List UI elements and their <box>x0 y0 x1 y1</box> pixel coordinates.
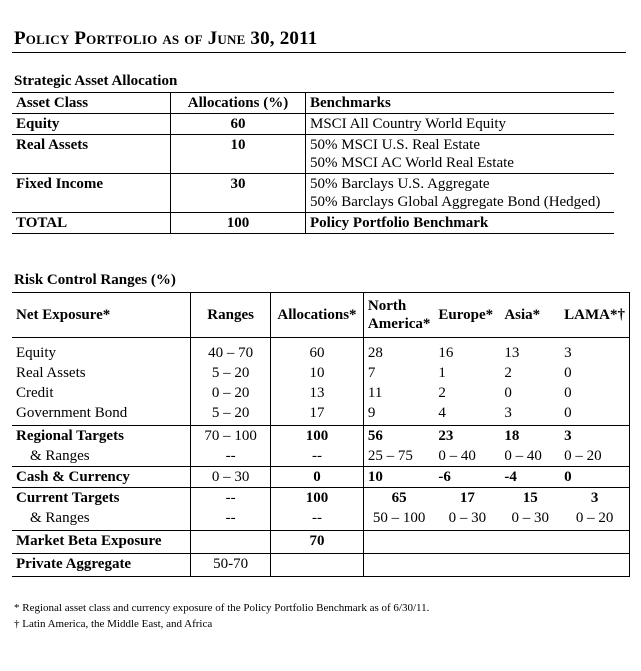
row-label: & Ranges <box>12 508 191 531</box>
benchmark-line: 50% MSCI U.S. Real Estate <box>310 137 480 153</box>
table-row <box>12 114 614 135</box>
page-title: Policy Portfolio as of June 30, 2011 <box>14 28 318 49</box>
header-line: North <box>367 298 407 314</box>
lama-cell: 3 <box>560 426 629 447</box>
col-header-net-exposure: Net Exposure* <box>12 293 191 338</box>
col-header-allocations: Allocations* <box>270 293 363 338</box>
row-label: & Ranges <box>12 446 191 467</box>
north-america-cell: 25 – 75 <box>367 448 413 464</box>
asia-cell: 18 <box>500 426 560 447</box>
allocation-cell: 100 <box>270 488 363 509</box>
table-row <box>12 508 630 531</box>
ranges-cell: -- <box>191 508 271 531</box>
benchmark-cell: MSCI All Country World Equity <box>306 114 615 135</box>
allocation-cell: 100 <box>270 426 363 447</box>
europe-cell: 4 <box>438 405 446 421</box>
allocation-cell <box>270 554 363 577</box>
table-row <box>12 403 630 426</box>
ranges-cell: 0 – 20 <box>191 383 271 403</box>
col-header-allocations: Allocations (%) <box>171 93 306 114</box>
col-header-ranges: Ranges <box>191 293 271 338</box>
benchmark-line: 50% Barclays Global Aggregate Bond (Hedged) <box>310 194 601 210</box>
lama-cell: 0 – 20 <box>560 446 629 467</box>
north-america-cell: 10 <box>363 467 434 488</box>
allocation-cell: 10 <box>171 135 306 174</box>
north-america-cell <box>363 531 434 554</box>
europe-cell: 17 <box>459 490 475 506</box>
allocation-cell: 60 <box>270 338 363 364</box>
asia-cell: 0 – 40 <box>504 448 542 464</box>
lama-cell <box>560 554 629 577</box>
lama-cell: 0 <box>560 383 629 403</box>
allocation-cell: 100 <box>171 213 306 234</box>
asset-class-cell: Fixed Income <box>12 174 171 213</box>
table-row-total <box>12 213 614 234</box>
col-header-north-america <box>363 293 434 338</box>
europe-cell: 0 – 30 <box>448 510 487 526</box>
title-divider <box>12 52 626 53</box>
europe-cell: 23 <box>434 426 500 447</box>
ranges-cell: -- <box>191 488 271 509</box>
row-label: Equity <box>12 338 191 364</box>
table-row <box>12 383 630 403</box>
allocation-cell: 60 <box>171 114 306 135</box>
europe-cell <box>434 531 500 554</box>
asia-cell: 0 – 30 <box>511 510 549 526</box>
row-label: Private Aggregate <box>12 554 191 577</box>
benchmark-line: 50% MSCI AC World Real Estate <box>310 155 514 171</box>
lama-cell: 0 <box>560 403 629 426</box>
allocation-cell: -- <box>270 508 363 531</box>
row-label: Government Bond <box>12 403 191 426</box>
europe-cell: 2 <box>438 385 446 401</box>
strategic-allocation-table <box>12 92 614 234</box>
allocation-cell: 10 <box>270 363 363 383</box>
table-header-row <box>12 93 614 114</box>
asia-cell: 3 <box>504 405 512 421</box>
table-header-row <box>12 293 630 338</box>
col-header-europe: Europe* <box>434 293 500 338</box>
footnote-asterisk: * Regional asset class and currency exposure of the Policy Portfolio Benchmark as of 6/30/11. <box>14 602 430 614</box>
north-america-cell: 28 <box>367 345 383 361</box>
risk-control-table <box>12 292 630 577</box>
north-america-cell: 50 – 100 <box>372 510 426 526</box>
lama-cell <box>560 531 629 554</box>
row-label: Current Targets <box>12 488 191 509</box>
north-america-cell: 56 <box>363 426 434 447</box>
asia-cell: 2 <box>504 365 512 381</box>
ranges-cell: 5 – 20 <box>191 363 271 383</box>
footnote-dagger: † Latin America, the Middle East, and Africa <box>14 618 213 630</box>
row-label: Market Beta Exposure <box>12 531 191 554</box>
table-row <box>12 467 630 488</box>
table-row <box>12 135 614 174</box>
north-america-cell: 9 <box>367 405 376 421</box>
row-label: Real Assets <box>12 363 191 383</box>
north-america-cell: 65 <box>391 490 407 506</box>
row-label: Credit <box>12 383 191 403</box>
ranges-cell: 70 – 100 <box>191 426 271 447</box>
north-america-cell <box>363 554 434 577</box>
benchmark-cell <box>306 135 615 174</box>
allocation-cell: 13 <box>270 383 363 403</box>
asia-cell <box>500 554 560 577</box>
table-row <box>12 363 630 383</box>
europe-cell: -6 <box>434 467 500 488</box>
allocation-cell: 70 <box>270 531 363 554</box>
europe-cell: 1 <box>438 365 446 381</box>
north-america-cell: 11 <box>367 385 383 401</box>
asset-class-cell: Equity <box>12 114 171 135</box>
asset-class-cell: TOTAL <box>12 213 171 234</box>
ranges-cell: 5 – 20 <box>191 403 271 426</box>
north-america-cell: 7 <box>367 365 376 381</box>
table-row <box>12 174 614 213</box>
asia-cell: -4 <box>500 467 560 488</box>
table-row <box>12 338 630 364</box>
europe-cell: 16 <box>438 345 454 361</box>
asia-cell <box>500 531 560 554</box>
lama-cell: 0 <box>560 467 629 488</box>
ranges-cell: 40 – 70 <box>191 338 271 364</box>
ranges-cell <box>191 531 271 554</box>
benchmark-line: 50% Barclays U.S. Aggregate <box>310 176 490 192</box>
table-row <box>12 488 630 509</box>
europe-cell <box>434 554 500 577</box>
ranges-cell: 0 – 30 <box>191 467 271 488</box>
strategic-section-title: Strategic Asset Allocation <box>14 73 178 89</box>
asia-cell: 0 <box>504 385 512 401</box>
col-header-asia: Asia* <box>500 293 560 338</box>
col-header-benchmarks: Benchmarks <box>306 93 615 114</box>
allocation-cell: -- <box>270 446 363 467</box>
benchmark-cell: Policy Portfolio Benchmark <box>306 213 615 234</box>
risk-section-title: Risk Control Ranges (%) <box>14 272 176 288</box>
benchmark-cell <box>306 174 615 213</box>
table-row <box>12 554 630 577</box>
ranges-cell: 50-70 <box>191 554 271 577</box>
asia-cell: 13 <box>504 345 520 361</box>
lama-cell: 3 <box>560 488 629 509</box>
europe-cell: 0 – 40 <box>438 448 476 464</box>
ranges-cell: -- <box>191 446 271 467</box>
lama-cell: 0 <box>560 363 629 383</box>
lama-cell: 0 – 20 <box>560 508 629 531</box>
col-header-asset-class: Asset Class <box>12 93 171 114</box>
asset-class-cell: Real Assets <box>12 135 171 174</box>
allocation-cell: 30 <box>171 174 306 213</box>
col-header-lama: LAMA*† <box>560 293 629 338</box>
asia-cell: 15 <box>522 490 538 506</box>
table-row <box>12 426 630 447</box>
table-row <box>12 531 630 554</box>
allocation-cell: 0 <box>270 467 363 488</box>
lama-cell: 3 <box>560 338 629 364</box>
allocation-cell: 17 <box>270 403 363 426</box>
row-label: Regional Targets <box>12 426 191 447</box>
row-label: Cash & Currency <box>12 467 191 488</box>
table-row <box>12 446 630 467</box>
header-line: America* <box>367 316 431 332</box>
